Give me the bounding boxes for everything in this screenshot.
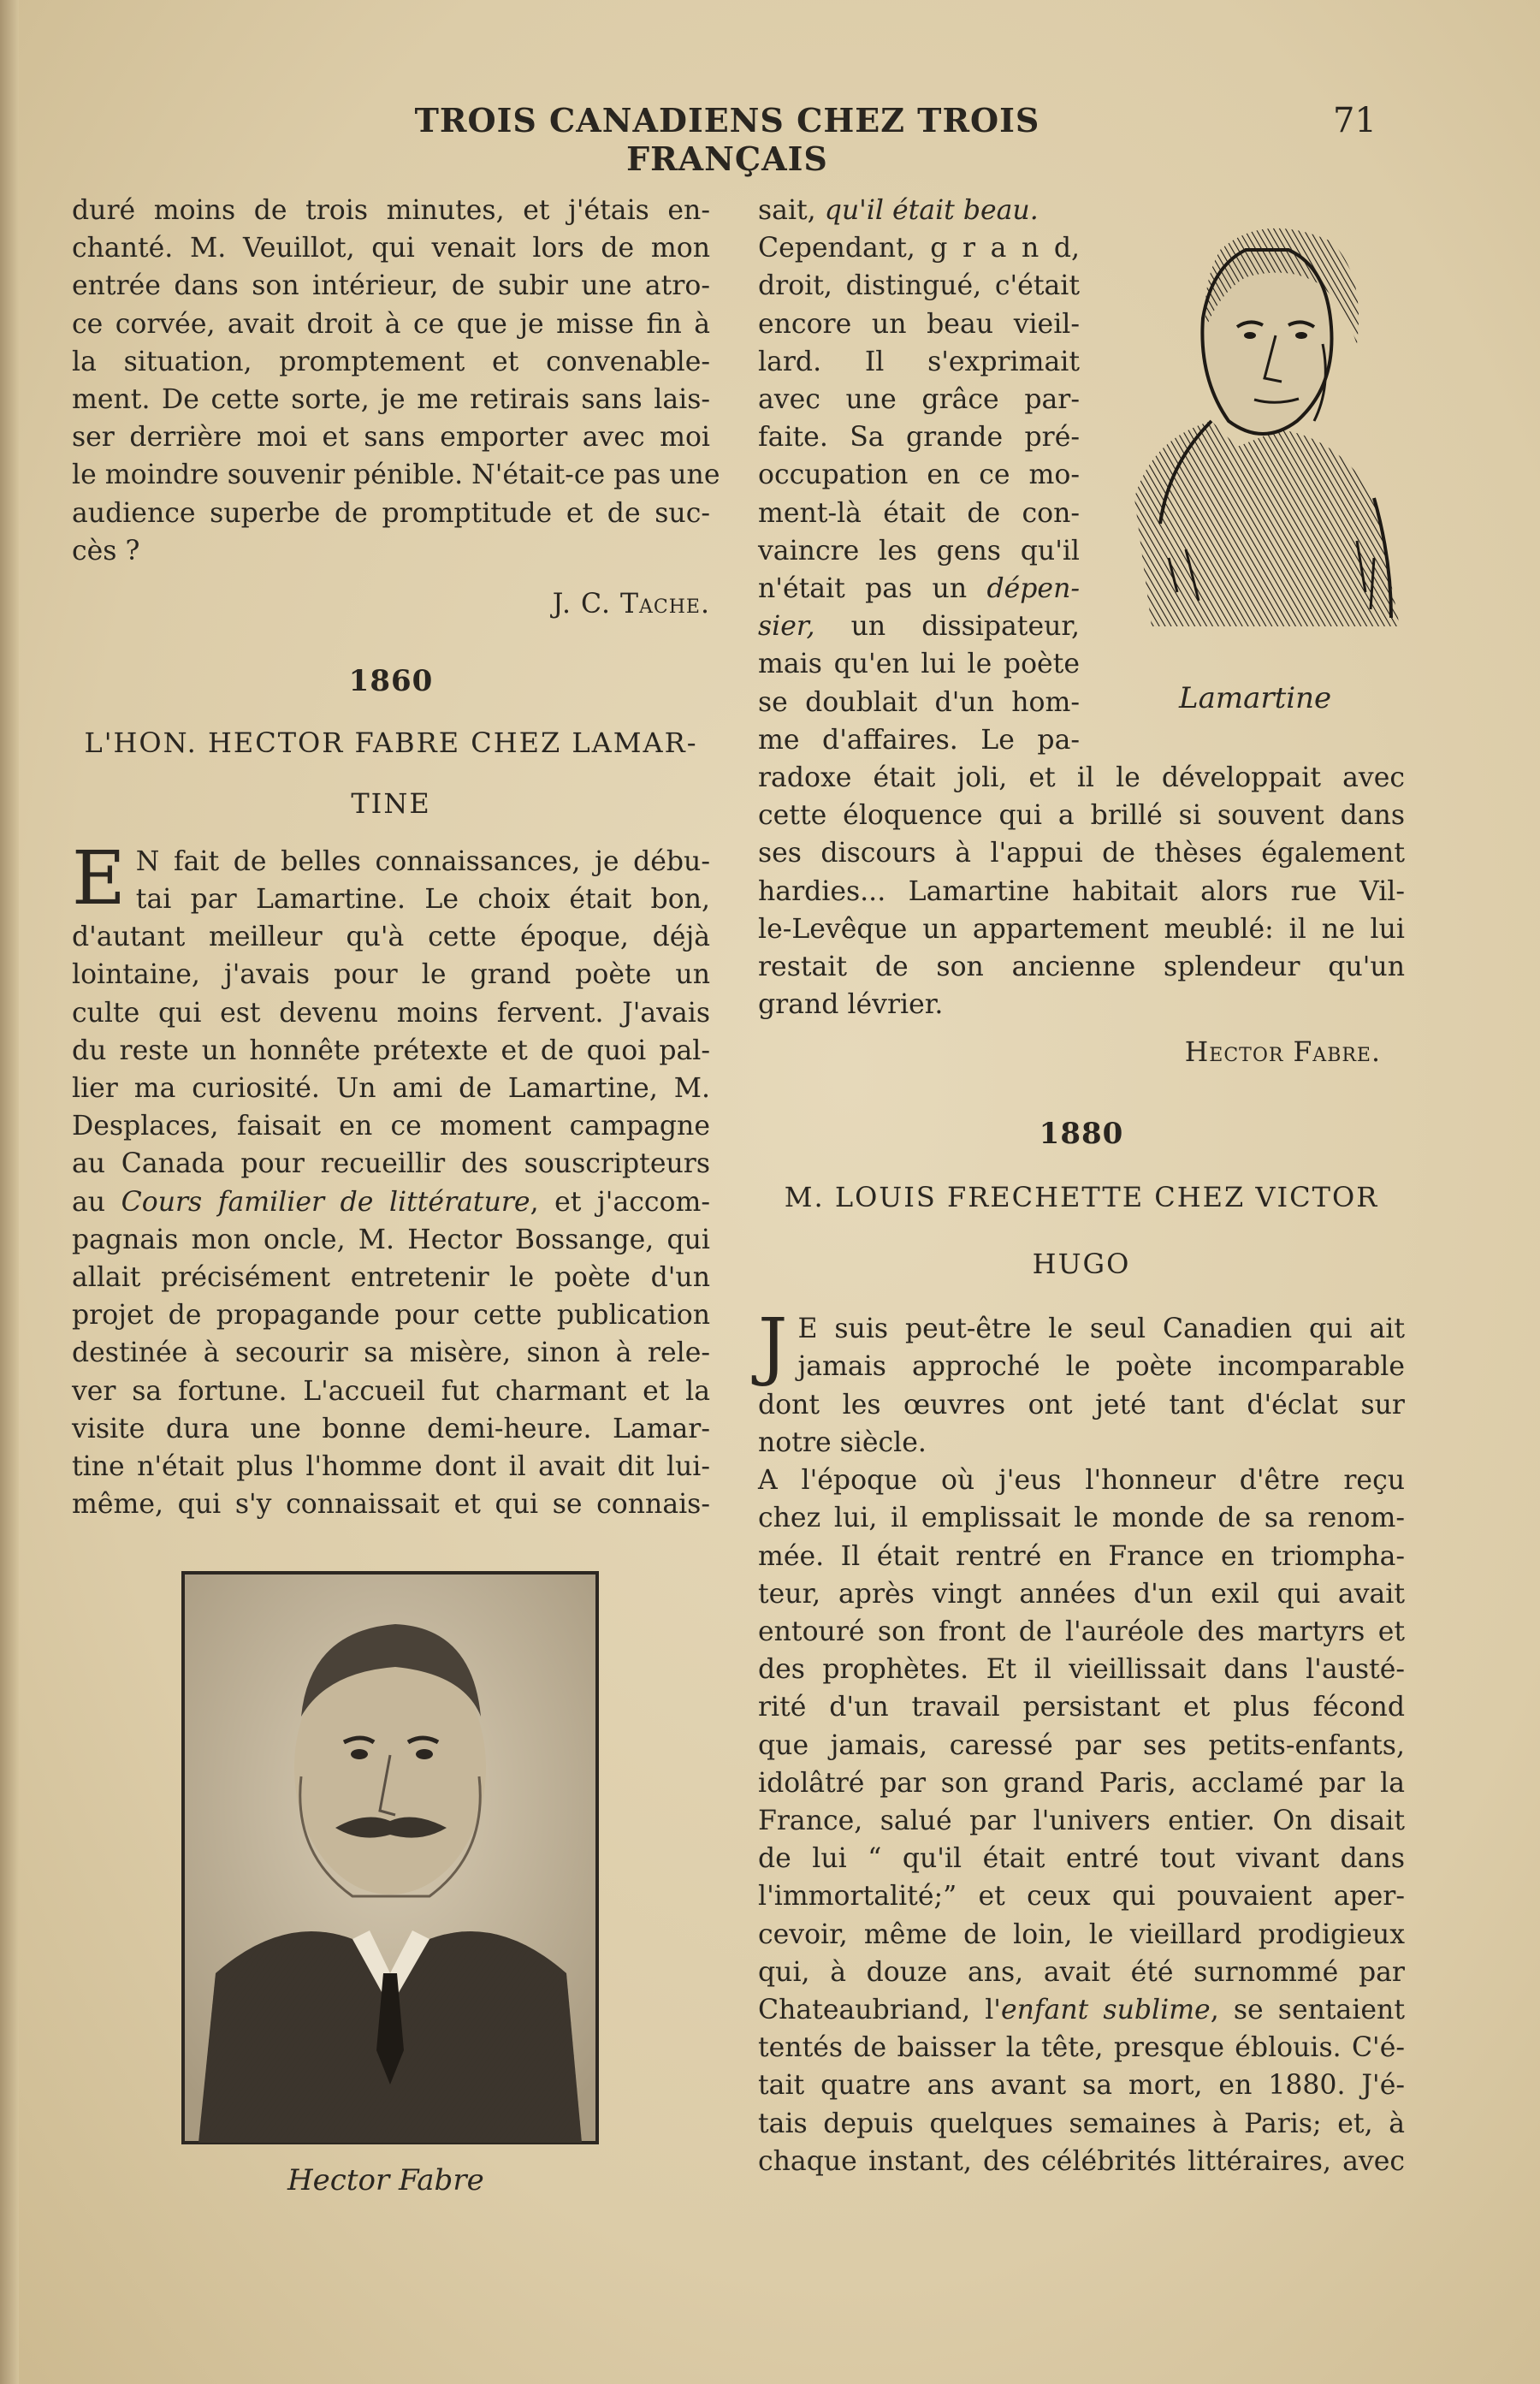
article-line: n'était pas un dépen-: [758, 573, 1080, 605]
article-text: [758, 1303, 1405, 1424]
heading-line: L'HON. HECTOR FABRE CHEZ LAMAR-: [84, 726, 698, 760]
lamartine-portrait: [1117, 216, 1408, 652]
text-line: lointaine, j'avais pour le grand poète un: [72, 959, 710, 991]
heading-line: TINE: [351, 786, 431, 820]
article-line: notre siècle.: [758, 1426, 927, 1458]
running-title: TROIS CANADIENS CHEZ TROIS FRANÇAIS: [414, 101, 1040, 178]
page-number: 71: [1333, 101, 1377, 140]
drop-cap: E: [72, 835, 126, 922]
text-line: destinée à secourir sa misère, sinon à rele-: [72, 1337, 710, 1369]
text-line: restait de son ancienne splendeur qu'un: [758, 952, 1405, 983]
text-line: ver sa fortune. L'accueil fut charmant et la: [72, 1375, 710, 1407]
section-heading-fabre: [72, 724, 710, 821]
text-line: me d'affaires. Le pa-: [758, 724, 1080, 756]
text-line: culte qui est devenu moins fervent. J'avais: [72, 997, 710, 1029]
narrow-text-beside-portrait: [758, 229, 1080, 759]
text-line: le moindre souvenir pénible. N'était-ce pas une: [72, 460, 720, 491]
article-line: au Cours familier de littérature, et j'accom-: [72, 1186, 710, 1218]
text-line: encore un beau vieil-: [758, 308, 1080, 340]
text-line: lard. Il s'exprimait: [758, 346, 1080, 377]
text-line: projet de propagande pour cette publication: [72, 1300, 710, 1331]
text-line: des prophètes. Et il vieillissait dans l'austé-: [758, 1654, 1405, 1686]
text-line: dont les œuvres ont jeté tant d'éclat sur: [758, 1389, 1405, 1420]
book-title: Cours familier de littérature: [121, 1186, 530, 1218]
signature-tache: J. C. Tache.: [552, 589, 710, 620]
article-line: grand lévrier.: [758, 989, 944, 1021]
hector-fabre-portrait: [181, 1571, 599, 2144]
continued-text-last-line: cès ?: [72, 535, 140, 566]
italic-phrase: qu'il était beau.: [824, 195, 1039, 226]
caption-hector-fabre: Hector Fabre: [287, 2163, 484, 2197]
text-line: de lui “ qu'il était entré tout vivant dans: [758, 1843, 1405, 1875]
text-line: hardies... Lamartine habitait alors rue Vil-: [758, 875, 1405, 907]
text-line: se doublait d'un hom-: [758, 686, 1080, 718]
text-line: tai par Lamartine. Le choix était bon,: [135, 884, 710, 916]
text-line: le-Levêque un appartement meublé: il ne lui: [758, 913, 1405, 945]
section-heading-frechette: [758, 1178, 1405, 1283]
text-line: tais depuis quelques semaines à Paris; et, à: [758, 2108, 1405, 2139]
text-line: cette éloquence qui a brillé si souvent dans: [758, 800, 1405, 832]
text-line: même, qui s'y connaissait et qui se connais-: [72, 1489, 710, 1521]
text-line: ment. De cette sorte, je me retirais sans lais-: [72, 384, 710, 416]
text-line: Cependant, g r a n d,: [758, 233, 1080, 264]
text-line: lier ma curiosité. Un ami de Lamartine, M.: [72, 1073, 710, 1105]
text-line: l'immortalité;” et ceux qui pouvaient aper-: [758, 1881, 1405, 1913]
text-line: A l'époque où j'eus l'honneur d'être reçu: [758, 1465, 1405, 1497]
text-line: cevoir, même de loin, le vieillard prodigieux: [758, 1918, 1405, 1950]
article-text: [72, 1221, 710, 1524]
text-line: chaque instant, des célébrités littéraires, avec: [758, 2145, 1405, 2177]
text-line: ses discours à l'appui de thèses également: [758, 838, 1405, 869]
article-text: [758, 2029, 1405, 2180]
left-column: [72, 192, 720, 1524]
text-line: vaincre les gens qu'il: [758, 535, 1080, 566]
article-text: [758, 759, 1405, 986]
text-line: qui, à douze ans, avait été surnommé par: [758, 1956, 1405, 1988]
text-line: entrée dans son intérieur, de subir une atro-: [72, 270, 710, 302]
text-line: France, salué par l'univers entier. On disait: [758, 1805, 1405, 1836]
heading-line: M. LOUIS FRECHETTE CHEZ VICTOR: [784, 1180, 1379, 1213]
text-line: rité d'un travail persistant et plus fécond: [758, 1692, 1405, 1723]
text-line: visite dura une bonne demi-heure. Lamar-: [72, 1413, 710, 1444]
page-spine-shadow: [0, 0, 19, 2384]
text-line: N fait de belles connaissances, je débu-: [135, 845, 710, 877]
article-line: sait, qu'il était beau.: [758, 195, 1039, 226]
text-line: ser derrière moi et sans emporter avec moi: [72, 422, 710, 454]
text-line: avec une grâce par-: [758, 384, 1080, 416]
text-line: au Canada pour recueillir des souscripteurs: [72, 1148, 710, 1180]
text-line: jamais approché le poète incomparable: [797, 1351, 1405, 1383]
section-year-1860: 1860: [348, 664, 434, 699]
text-line: tait quatre ans avant sa mort, en 1880. J'é-: [758, 2070, 1405, 2102]
text-line: teur, après vingt années d'un exil qui avait: [758, 1578, 1405, 1610]
text-line: faite. Sa grande pré-: [758, 422, 1080, 454]
text-line: ment-là était de con-: [758, 497, 1080, 529]
text-line: allait précisément entretenir le poète d'un: [72, 1262, 710, 1294]
text-line: Desplaces, faisait en ce moment campagne: [72, 1111, 710, 1142]
text-line: la situation, promptement et convenable-: [72, 346, 710, 377]
article-fabre: [72, 835, 710, 1524]
signature-fabre: Hector Fabre.: [1184, 1037, 1381, 1069]
text-line: ce corvée, avait droit à ce que je misse fin à: [72, 308, 710, 340]
text-line: pagnais mon oncle, M. Hector Bossange, qui: [72, 1224, 710, 1255]
italic-phrase: enfant sublime: [1000, 1994, 1211, 2025]
text-line: occupation en ce mo-: [758, 460, 1080, 491]
text-line: tentés de baisser la tête, presque éblouis. C'é-: [758, 2032, 1405, 2064]
text-line: du reste un honnête prétexte et de quoi pal-: [72, 1035, 710, 1066]
drop-cap: J: [758, 1303, 788, 1390]
text-line: mée. Il était rentré en France en triompha-: [758, 1540, 1405, 1572]
section-year-1880: 1880: [1039, 1116, 1124, 1151]
caption-lamartine: Lamartine: [1179, 681, 1332, 715]
text-line: tine n'était plus l'homme dont il avait dit lui-: [72, 1451, 710, 1483]
article-text: [758, 1462, 1405, 1991]
text-line: d'autant meilleur qu'à cette époque, déjà: [72, 922, 710, 953]
text-line: audience superbe de promptitude et de suc-: [72, 497, 710, 529]
text-line: E suis peut-être le seul Canadien qui ait: [797, 1314, 1405, 1345]
text-line: que jamais, caressé par ses petits-enfants,: [758, 1729, 1405, 1761]
article-frechette: [758, 1303, 1406, 2180]
text-line: chez lui, il emplissait le monde de sa renom-: [758, 1503, 1405, 1534]
text-line: droit, distingué, c'était: [758, 270, 1080, 302]
continued-text: [72, 192, 720, 532]
article-text: [72, 835, 710, 1183]
article-line: Chateaubriand, l'enfant sublime, se sentaient: [758, 1994, 1406, 2025]
text-line: chanté. M. Veuillot, qui venait lors de mon: [72, 233, 710, 264]
text-line: radoxe était joli, et il le développait avec: [758, 762, 1405, 794]
text-line: idolâtré par son grand Paris, acclamé par la: [758, 1767, 1405, 1799]
heading-line: HUGO: [1032, 1248, 1131, 1281]
text-line: mais qu'en lui le poète: [758, 649, 1080, 680]
text-line: entouré son front de l'auréole des martyrs et: [758, 1616, 1405, 1647]
text-line: duré moins de trois minutes, et j'étais en-: [72, 195, 710, 226]
article-line: sier, un dissipateur,: [758, 611, 1080, 643]
